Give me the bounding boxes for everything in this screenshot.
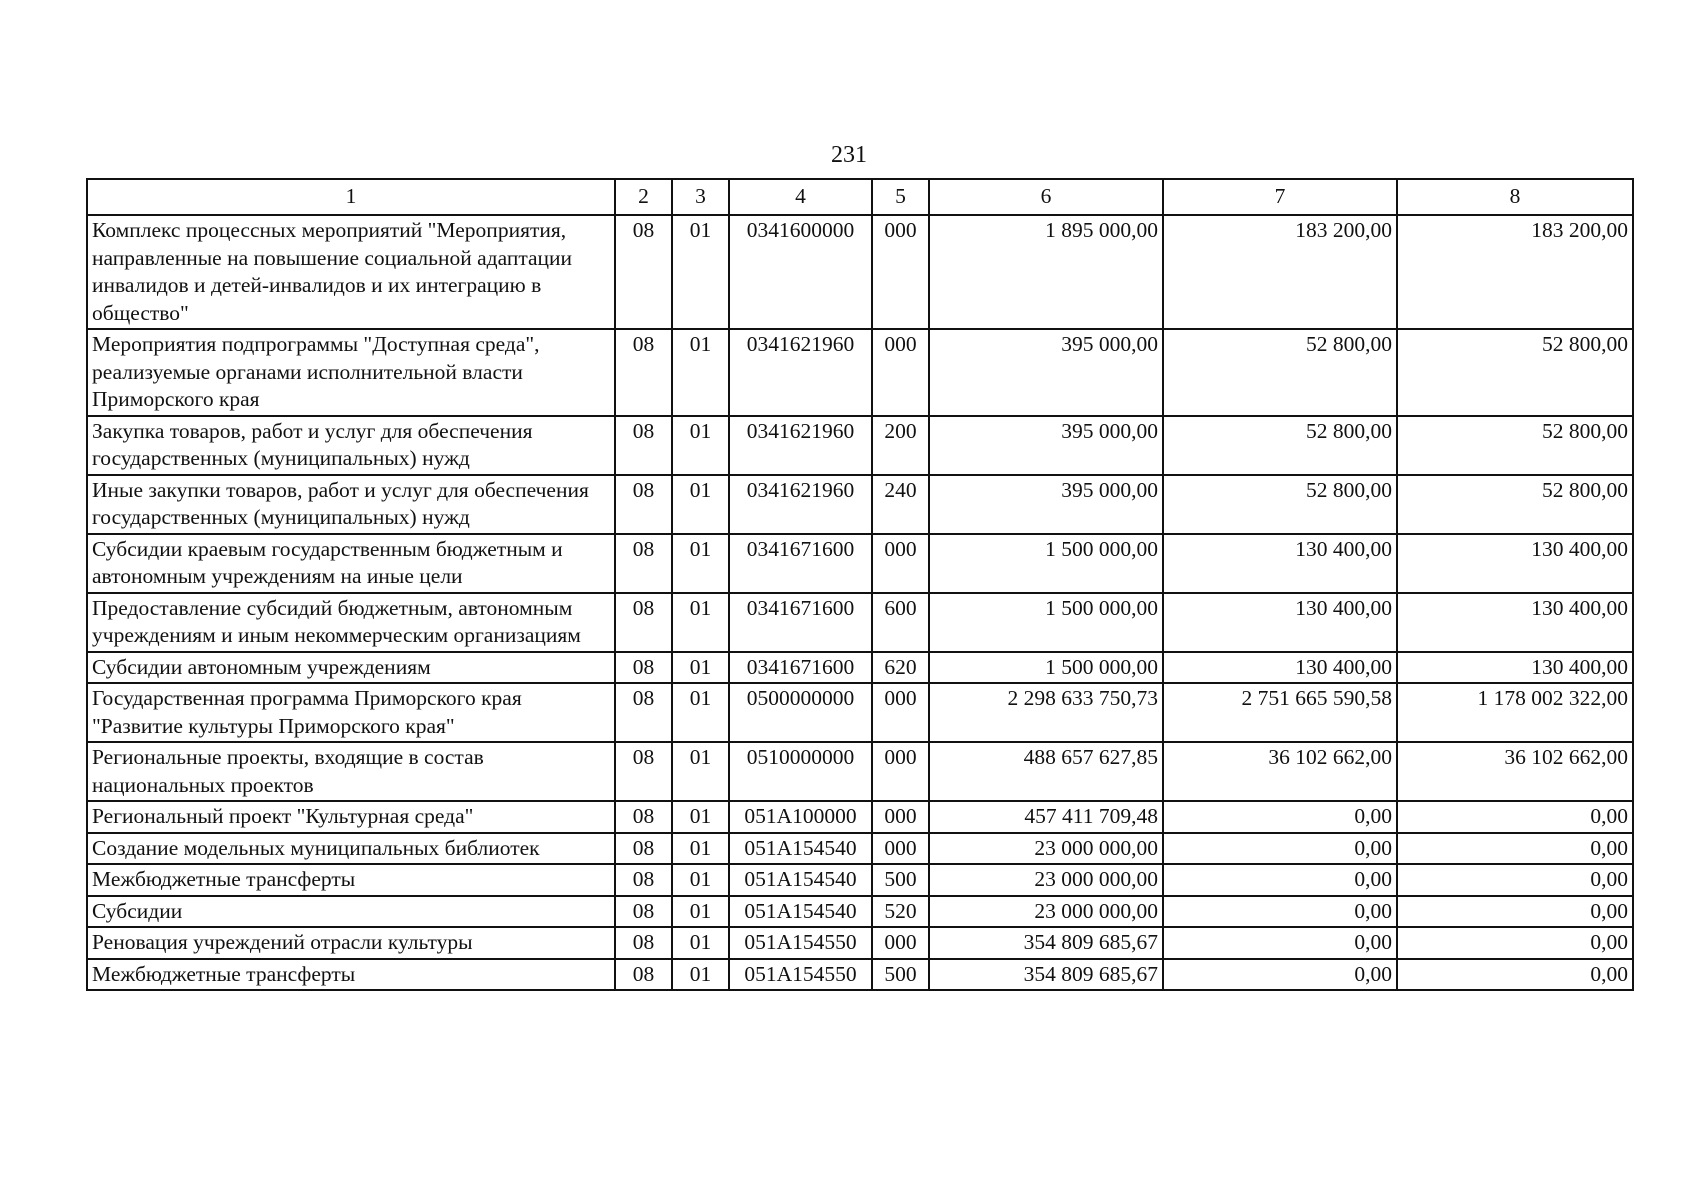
expense-type-code: 000 <box>872 833 929 865</box>
section-code: 08 <box>615 475 672 534</box>
amount-col6: 354 809 685,67 <box>929 959 1163 991</box>
section-code: 08 <box>615 896 672 928</box>
amount-col6: 354 809 685,67 <box>929 927 1163 959</box>
expense-type-code: 000 <box>872 683 929 742</box>
amount-col6: 1 500 000,00 <box>929 534 1163 593</box>
expense-type-code: 000 <box>872 329 929 416</box>
section-code: 08 <box>615 927 672 959</box>
amount-col8: 1 178 002 322,00 <box>1397 683 1633 742</box>
page-number: 231 <box>831 142 867 168</box>
subsection-code: 01 <box>672 475 729 534</box>
target-article-code: 0341621960 <box>729 416 872 475</box>
amount-col8: 130 400,00 <box>1397 593 1633 652</box>
expense-type-code: 000 <box>872 801 929 833</box>
target-article-code: 0510000000 <box>729 742 872 801</box>
amount-col8: 0,00 <box>1397 927 1633 959</box>
expense-type-code: 000 <box>872 534 929 593</box>
target-article-code: 051A154540 <box>729 864 872 896</box>
target-article-code: 051A100000 <box>729 801 872 833</box>
column-header: 6 <box>929 179 1163 215</box>
amount-col6: 457 411 709,48 <box>929 801 1163 833</box>
target-article-code: 0500000000 <box>729 683 872 742</box>
expense-type-code: 520 <box>872 896 929 928</box>
table-row <box>87 959 1633 991</box>
section-code: 08 <box>615 833 672 865</box>
column-header: 1 <box>87 179 615 215</box>
amount-col8: 183 200,00 <box>1397 215 1633 329</box>
column-header: 2 <box>615 179 672 215</box>
row-name: Субсидии автономным учреждениям <box>87 652 615 684</box>
amount-col6: 2 298 633 750,73 <box>929 683 1163 742</box>
target-article-code: 0341600000 <box>729 215 872 329</box>
amount-col7: 130 400,00 <box>1163 534 1397 593</box>
column-header: 3 <box>672 179 729 215</box>
target-article-code: 0341621960 <box>729 475 872 534</box>
section-code: 08 <box>615 593 672 652</box>
column-header: 8 <box>1397 179 1633 215</box>
section-code: 08 <box>615 329 672 416</box>
table-row <box>87 534 1633 593</box>
table-row <box>87 215 1633 329</box>
amount-col8: 52 800,00 <box>1397 416 1633 475</box>
section-code: 08 <box>615 416 672 475</box>
expense-type-code: 200 <box>872 416 929 475</box>
expense-type-code: 500 <box>872 864 929 896</box>
header-row <box>87 179 1633 215</box>
expense-type-code: 240 <box>872 475 929 534</box>
target-article-code: 051A154540 <box>729 896 872 928</box>
table-header <box>87 179 1633 215</box>
amount-col8: 0,00 <box>1397 896 1633 928</box>
amount-col8: 0,00 <box>1397 801 1633 833</box>
amount-col7: 52 800,00 <box>1163 329 1397 416</box>
row-name: Межбюджетные трансферты <box>87 959 615 991</box>
budget-table <box>86 178 1634 991</box>
expense-type-code: 620 <box>872 652 929 684</box>
target-article-code: 0341671600 <box>729 652 872 684</box>
section-code: 08 <box>615 534 672 593</box>
row-name: Региональные проекты, входящие в состав национальных проектов <box>87 742 615 801</box>
row-name: Создание модельных муниципальных библиотек <box>87 833 615 865</box>
section-code: 08 <box>615 683 672 742</box>
amount-col7: 0,00 <box>1163 896 1397 928</box>
subsection-code: 01 <box>672 742 729 801</box>
amount-col6: 488 657 627,85 <box>929 742 1163 801</box>
amount-col7: 2 751 665 590,58 <box>1163 683 1397 742</box>
subsection-code: 01 <box>672 959 729 991</box>
amount-col7: 183 200,00 <box>1163 215 1397 329</box>
section-code: 08 <box>615 652 672 684</box>
target-article-code: 0341671600 <box>729 534 872 593</box>
amount-col7: 0,00 <box>1163 801 1397 833</box>
target-article-code: 051A154540 <box>729 833 872 865</box>
subsection-code: 01 <box>672 329 729 416</box>
amount-col7: 130 400,00 <box>1163 652 1397 684</box>
table-row <box>87 416 1633 475</box>
amount-col6: 23 000 000,00 <box>929 833 1163 865</box>
amount-col6: 395 000,00 <box>929 416 1163 475</box>
amount-col6: 1 500 000,00 <box>929 652 1163 684</box>
subsection-code: 01 <box>672 593 729 652</box>
section-code: 08 <box>615 864 672 896</box>
table-row <box>87 864 1633 896</box>
amount-col8: 130 400,00 <box>1397 534 1633 593</box>
amount-col8: 52 800,00 <box>1397 329 1633 416</box>
subsection-code: 01 <box>672 833 729 865</box>
expense-type-code: 600 <box>872 593 929 652</box>
amount-col7: 0,00 <box>1163 833 1397 865</box>
row-name: Субсидии краевым государственным бюджетным и автономным учреждениям на иные цели <box>87 534 615 593</box>
target-article-code: 051A154550 <box>729 927 872 959</box>
row-name: Региональный проект "Культурная среда" <box>87 801 615 833</box>
table-row <box>87 475 1633 534</box>
amount-col7: 0,00 <box>1163 959 1397 991</box>
section-code: 08 <box>615 215 672 329</box>
amount-col8: 130 400,00 <box>1397 652 1633 684</box>
expense-type-code: 000 <box>872 742 929 801</box>
expense-type-code: 500 <box>872 959 929 991</box>
expense-type-code: 000 <box>872 215 929 329</box>
subsection-code: 01 <box>672 416 729 475</box>
section-code: 08 <box>615 801 672 833</box>
table-row <box>87 329 1633 416</box>
column-header: 4 <box>729 179 872 215</box>
subsection-code: 01 <box>672 652 729 684</box>
table-body <box>87 215 1633 990</box>
expense-type-code: 000 <box>872 927 929 959</box>
row-name: Комплекс процессных мероприятий "Мероприятия, направленные на повышение социальной адаптации инвалидов и детей-инвалидов и их интеграцию в общество" <box>87 215 615 329</box>
table-row <box>87 742 1633 801</box>
table-row <box>87 833 1633 865</box>
target-article-code: 051A154550 <box>729 959 872 991</box>
subsection-code: 01 <box>672 896 729 928</box>
table-row <box>87 927 1633 959</box>
amount-col8: 0,00 <box>1397 864 1633 896</box>
subsection-code: 01 <box>672 927 729 959</box>
amount-col6: 1 895 000,00 <box>929 215 1163 329</box>
table-row <box>87 801 1633 833</box>
section-code: 08 <box>615 959 672 991</box>
table-row <box>87 652 1633 684</box>
row-name: Предоставление субсидий бюджетным, автономным учреждениям и иным некоммерческим организациям <box>87 593 615 652</box>
table-row <box>87 683 1633 742</box>
subsection-code: 01 <box>672 801 729 833</box>
amount-col6: 1 500 000,00 <box>929 593 1163 652</box>
target-article-code: 0341621960 <box>729 329 872 416</box>
subsection-code: 01 <box>672 215 729 329</box>
subsection-code: 01 <box>672 534 729 593</box>
amount-col8: 0,00 <box>1397 833 1633 865</box>
amount-col8: 36 102 662,00 <box>1397 742 1633 801</box>
target-article-code: 0341671600 <box>729 593 872 652</box>
amount-col7: 0,00 <box>1163 864 1397 896</box>
amount-col6: 23 000 000,00 <box>929 864 1163 896</box>
amount-col7: 0,00 <box>1163 927 1397 959</box>
row-name: Государственная программа Приморского края "Развитие культуры Приморского края" <box>87 683 615 742</box>
amount-col7: 130 400,00 <box>1163 593 1397 652</box>
row-name: Реновация учреждений отрасли культуры <box>87 927 615 959</box>
amount-col6: 23 000 000,00 <box>929 896 1163 928</box>
row-name: Иные закупки товаров, работ и услуг для обеспечения государственных (муниципальных) нужд <box>87 475 615 534</box>
table-row <box>87 896 1633 928</box>
amount-col7: 52 800,00 <box>1163 416 1397 475</box>
subsection-code: 01 <box>672 683 729 742</box>
amount-col8: 0,00 <box>1397 959 1633 991</box>
table-row <box>87 593 1633 652</box>
row-name: Субсидии <box>87 896 615 928</box>
column-header: 7 <box>1163 179 1397 215</box>
row-name: Закупка товаров, работ и услуг для обеспечения государственных (муниципальных) нужд <box>87 416 615 475</box>
amount-col6: 395 000,00 <box>929 329 1163 416</box>
amount-col7: 36 102 662,00 <box>1163 742 1397 801</box>
amount-col7: 52 800,00 <box>1163 475 1397 534</box>
column-header: 5 <box>872 179 929 215</box>
section-code: 08 <box>615 742 672 801</box>
amount-col6: 395 000,00 <box>929 475 1163 534</box>
row-name: Межбюджетные трансферты <box>87 864 615 896</box>
amount-col8: 52 800,00 <box>1397 475 1633 534</box>
subsection-code: 01 <box>672 864 729 896</box>
row-name: Мероприятия подпрограммы "Доступная среда", реализуемые органами исполнительной власти Приморского края <box>87 329 615 416</box>
